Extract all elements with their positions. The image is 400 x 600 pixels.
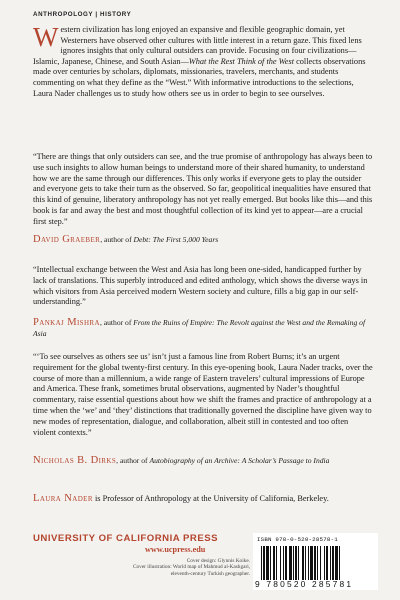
barcode-bars [261, 546, 371, 580]
barcode-bar [339, 546, 340, 580]
barcode-bar [270, 546, 271, 580]
isbn-barcode [253, 533, 378, 590]
blurb-author-work: From the Ruins of Empire: The Revolt against the West and the Remaking of Asia [33, 318, 366, 338]
description-text-1: estern civilization has long enjoyed an expansive and flexible geographic domain, yet Westerners have observed other cultures with little interest in a return gaze. This fixed lens ignores insights that only cultural outsiders can provide. Focusing on four civilizations—Islamic, Japanese, Chinese, and South Asian— [33, 25, 362, 66]
blurb-graeber: “There are things that only outsiders can see, and the true promise of anthropology has always been to use such insights to allow human beings to understand more of their shared humanity, to understand how we are the same through our differences. This only works if everyone gets to play the outsider and everyone gets to take their turn as the observed. So far, geopolitical inequalities have ensured that this kind of genuine, liberatory anthropology has not yet really emerged. But books like this—and this book is far and away the best and most thoughtful collection of its kind yet to appear—are a crucial first step.” [33, 152, 373, 226]
blurb-author-work: Autobiography of an Archive: A Scholar’s Passage to India [149, 456, 330, 465]
barcode-bar [266, 546, 269, 580]
description-text-2: collects observations made over centuries by scholars, diplomats, missionaries, travelers, merchants, and students commenting on what they define as the “West.” With informative introductions to the selections, Laura Nader challenges us to study how others see us in order to begin to see ourselves. [33, 56, 366, 98]
barcode-bar [295, 546, 297, 580]
blurb-dirks: “‘To see ourselves as others see us’ isn’t just a famous line from Robert Burns; it’s an urgent requirement for the global twenty-first century. In this eye-opening book, Laura Nader tracks, over the course of more than a millennium, a wide range of Eastern travelers’ cultural impressions of Europe and America. These frank, sometimes brutal observations, augmented by Nader’s thoughtful commentary, raise essential questions about how we shift the frames and practice of anthropology at a time when the ‘we’ and ‘they’ distinctions that traditionally governed the discipline have given way to new modes of representation, dialogue, and collaboration, albeit still in contested and too often violent contexts.” [33, 352, 373, 437]
barcode-bar [324, 546, 325, 580]
barcode-bar [276, 546, 277, 580]
credit-line: eleventh-century Turkish geographer. [170, 570, 250, 577]
blurb-attribution-graeber [33, 235, 373, 246]
barcode-bar [285, 546, 287, 580]
barcode-bar [335, 546, 338, 580]
publisher-name: UNIVERSITY OF CALIFORNIA PRESS [33, 533, 219, 544]
blurb-attribution-mishra [33, 318, 373, 340]
drop-cap: W [33, 22, 59, 52]
barcode-bar [305, 546, 306, 580]
category-label: ANTHROPOLOGY | HISTORY [33, 11, 132, 18]
barcode-bar [314, 546, 316, 580]
barcode-bar [273, 546, 275, 580]
barcode-bar [326, 546, 328, 580]
blurb-author-name: Pankaj Mishra [33, 317, 100, 328]
barcode-bar [280, 546, 281, 580]
barcode-bar [293, 546, 294, 580]
blurb-author-work: Debt: The First 5,000 Years [133, 235, 219, 244]
publisher-url: www.ucpress.edu [145, 545, 206, 554]
author-bio [33, 494, 373, 505]
barcode-bar [263, 546, 265, 580]
barcode-bar [302, 546, 304, 580]
barcode-bar [261, 546, 262, 580]
barcode-bar [283, 546, 284, 580]
blurb-mishra: “Intellectual exchange between the West and Asia has long been one-sided, handicapped further by lack of translations. This superbly introduced and edited anthology, which shows the diverse ways in which visitors from Asia perceived modern Western society and culture, fills a big gap in our self-understanding.” [33, 265, 368, 307]
book-title-inline: What the Rest Think of the West [188, 56, 295, 66]
credit-line: Cover illustration: World map of Mahmud al-Kashgari, [132, 564, 250, 571]
blurb-author-name: David Graeber [33, 234, 101, 245]
credit-line: Cover design: Glynnis Koike. [186, 558, 250, 564]
barcode-bar [289, 546, 292, 580]
barcode-digits: 9 780520 285781 [255, 579, 354, 589]
blurb-connector: , author of [116, 456, 150, 465]
book-description [33, 22, 373, 99]
barcode-bar [298, 546, 299, 580]
cover-credits [120, 558, 250, 577]
barcode-bar [330, 546, 331, 580]
barcode-bar [308, 546, 309, 580]
barcode-bar [320, 546, 321, 580]
blurb-author-name: Nicholas B. Dirks [33, 455, 117, 466]
blurb-attribution-dirks [33, 456, 373, 467]
isbn-label: ISBN 978-0-520-28578-1 [257, 536, 338, 543]
barcode-bar [310, 546, 313, 580]
barcode-bar [332, 546, 334, 580]
blurb-connector: , author of [99, 318, 134, 327]
author-bio-text: is Professor of Anthropology at the University of California, Berkeley. [92, 494, 329, 503]
blurb-connector: , author of [100, 235, 134, 244]
author-name: Laura Nader [33, 493, 93, 504]
barcode-bar [317, 546, 318, 580]
